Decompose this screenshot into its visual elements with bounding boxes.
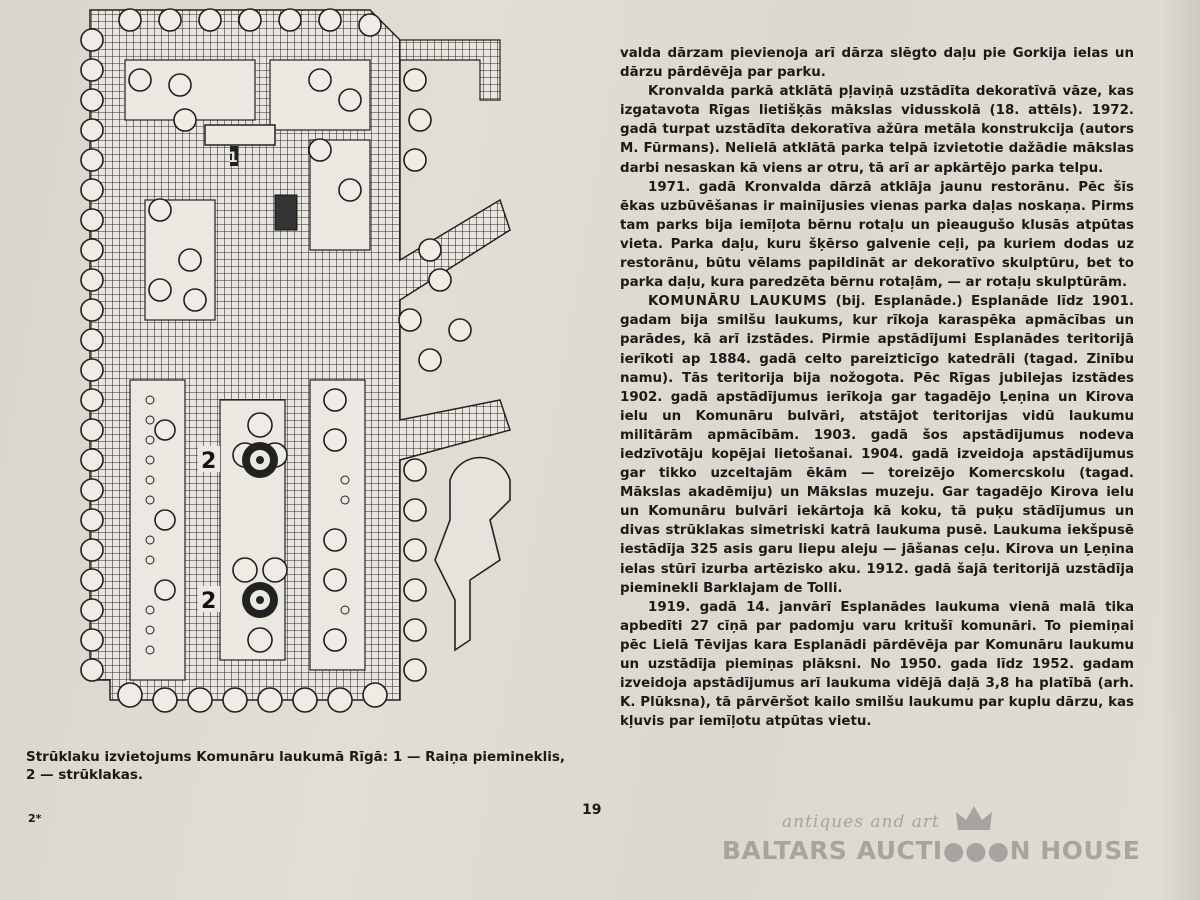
watermark — [722, 808, 1141, 888]
paragraph: 1919. gadā 14. janvārī Esplanādes laukuma vienā malā tika apbedīti 27 cīņā par padomju varu kritušī komunāri. To piemiņai pēc Lielā Tēvijas kara Esplanādi pārdēvēja par Komunāru laukumu un uzstādīja piemiņas plāksni. No 1950. gada līdz 1952. gadam izveidoja apstādījumus arī laukuma vidējā daļā 3,8 ha platībā (arh. K. Plūksna), tā pārvēršot kailo smilšu laukumu par kuplu dārzu, kas kļuvis par iemīļotu atpūtas vietu. — [620, 599, 1134, 730]
planting-bed — [220, 400, 285, 660]
restaurant-block — [275, 195, 297, 230]
page-number: 19 — [582, 802, 602, 818]
section-heading: KOMUNĀRU LAUKUMS — [648, 294, 828, 310]
crown-icon — [954, 804, 994, 834]
fountain-2 — [242, 582, 278, 618]
paragraph: Kronvalda parkā atklātā pļaviņā uzstādīta dekoratīvā vāze, kas izgatavota Rīgas lietišķās mākslas vidusskolā (18. attēls). 1972. gadā turpat uzstādīta dekoratīva ažūra metāla konstrukcija (autors M. Fūrmans). Nelielā atklātā parka telpā izvietotie dažādie mākslas darbi nesaskan kā viens ar otru, tā arī ar apkārtējo parka telpu. — [620, 84, 1134, 176]
paragraph: valda dārzam pievienoja arī dārza slēgto daļu pie Gorkija ielas un dārzu pārdēvēja par parku. — [620, 46, 1134, 81]
section-text: (bij. Esplanāde.) Esplanāde līdz 1901. gadam bija smilšu laukums, kur rīkoja karaspēka apmācības un parādes, kā arī izstādes. Pirmie apstādījumi Esplanādes teritorijā ierīkoti ap 1884. gadā celto pareizticīgo katedrāli (tagad. Zinību namu). Tās teritorija bija nožogota. Pēc Rīgas jubilejas izstādes 1902. gadā apstādījumus ierīkoja gar tagadējo Ļeņina un Kirova ielu un Komunāru bulvāri, atstājot teritorijas vidū laukumu militārām apmācībām. 1903. gadā šos apstādījumus nodeva iedzīvotāju kopējai lietošanai. 1904. gadā izveidoja apstādījumus gar tikko uzceltajām ēkām — toreizējo Komercskolu (tagad. Mākslas akadēmiju) un Mākslas muzeju. Gar tagadējo Kirova ielu un Komunāru bulvāri iekārtoja kā koku, tā puķu stādījumus un divas strūklakas simetriski katrā laukuma pusē. Laukuma iekšpusē iestādīja 325 asis garu liepu aleju — jāšanas ceļu. Kirova un Ļeņina ielas stūrī izurba artēzisko aku. 1912. gadā šajā teritorijā uzstādīja pieminekli Barklajam de Tolli. — [620, 294, 1134, 596]
page-edge-shadow — [1160, 0, 1200, 900]
section-paragraph — [620, 292, 1134, 598]
signature-mark: 2* — [28, 812, 42, 825]
paragraph: 1971. gadā Kronvalda dārzā atklāja jaunu restorānu. Pēc šīs ēkas uzbūvēšanas ir mainījusies vienas parka daļas noskaņa. Pirms tam parks bija iemīļota bērnu rotaļu un pieaugušo klusās atpūtas vieta. Parka daļu, kuru šķērso galvenie ceļi, pa kuriem dodas uz restorānu, būtu vēlams papildināt ar dekoratīvo skulptūru, bet to parka daļu, kura paredzēta bērnu rotaļām, — ar rotaļu skulptūrām. — [620, 179, 1134, 291]
figure-caption — [26, 748, 586, 784]
cathedral-outline — [435, 458, 510, 651]
monument-base — [205, 125, 275, 145]
planting-bed — [310, 380, 365, 670]
caption-line: 2 — strūklakas. — [26, 767, 144, 783]
park-plan-illustration — [70, 0, 530, 740]
fountain-label: 2 — [201, 449, 217, 474]
fountain-1 — [242, 442, 278, 478]
watermark-tagline: antiques and art — [782, 812, 940, 832]
text-column — [620, 44, 1134, 731]
watermark-brand: BALTARS AUCTI●●●N HOUSE — [722, 836, 1141, 865]
fountain-label: 2 — [201, 589, 217, 614]
caption-line: Strūklaku izvietojums Komunāru laukumā Rīgā: 1 — Raiņa piemineklis, — [26, 749, 566, 765]
monument-label: 1 — [228, 150, 238, 166]
